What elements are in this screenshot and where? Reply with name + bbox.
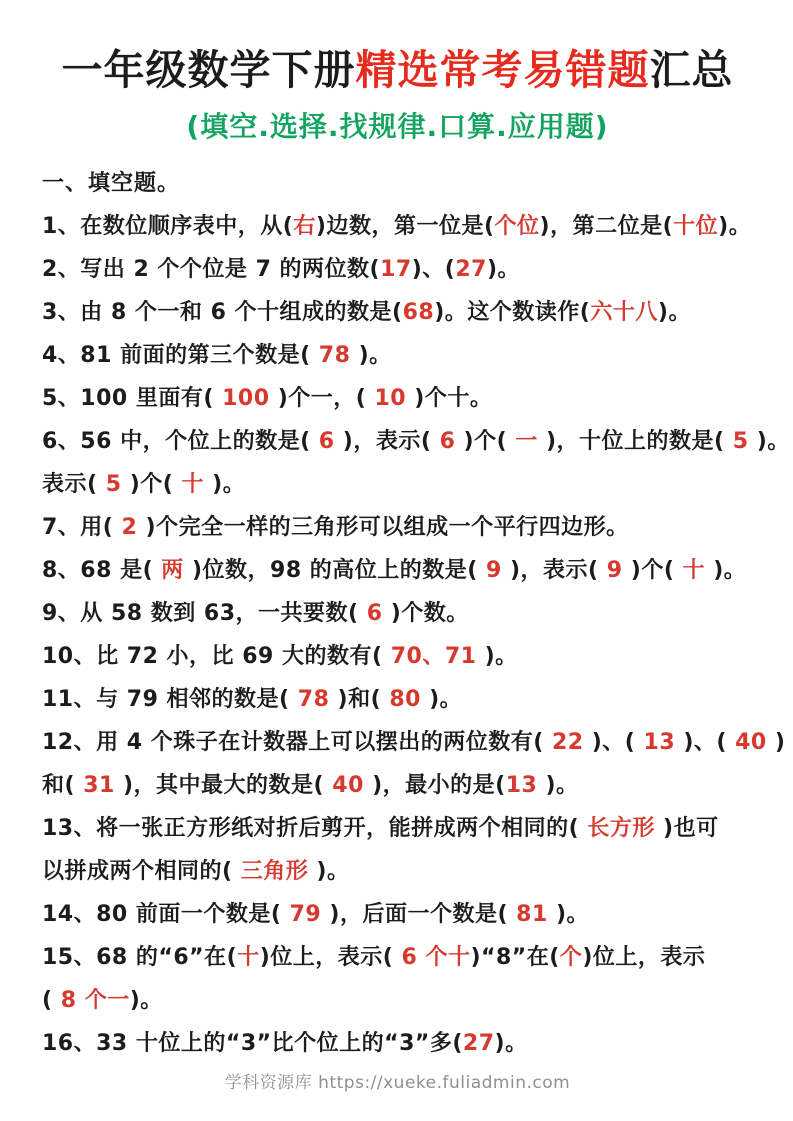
question-text: 13、将一张正方形纸对折后剪开，能拼成两个相同的( [42,816,588,841]
answer-text: 22 [551,730,584,755]
question-text: 1、在数位顺序表中，从( [42,214,294,239]
question-text: )、( [583,730,644,755]
question-line [42,807,753,850]
question-text: 10、比 72 小，比 69 大的数有( [42,644,391,669]
question-text: 8、68 是( [42,558,162,583]
question-text: )也可 [654,816,719,841]
answer-text: 78 [297,687,330,712]
question-text: )。 [308,859,350,884]
answer-text: 10 [374,386,407,411]
answer-text: 40 [735,730,767,755]
answer-text: 17 [380,257,412,282]
question-line [42,205,753,248]
answer-text: 十 [237,945,260,970]
page-subtitle: (填空.选择.找规律.口算.应用题) [186,110,609,143]
question-line [42,334,753,377]
question-text: )，表示( [342,429,432,454]
question-line [42,377,753,420]
question-text: )位上，表示( [259,945,394,970]
question-text: )、( [411,257,456,282]
question-text: 11、与 79 相邻的数是( [42,687,298,712]
question-text: 14、80 前面一个数是( [42,902,290,927]
answer-text: 40 [332,773,364,798]
question-text: ) [766,730,786,755]
question-text: )。 [204,472,246,497]
answer-text: 6 [358,601,391,626]
question-text: )。 [547,902,590,927]
question-text: )。 [420,687,463,712]
question-text: )，其中最大的数是( [114,773,333,798]
answer-text: 5 [97,472,130,497]
question-text: )，后面一个数是( [321,902,517,927]
question-line [42,248,753,291]
question-text: )和( [329,687,390,712]
question-text: )，最小的是( [363,773,506,798]
section-heading: 一、填空题。 [42,171,181,196]
question-line [42,291,753,334]
question-text: )。 [476,644,518,669]
question-text: )边数，第一位是( [315,214,495,239]
question-text: )、( [675,730,736,755]
question-text: 6、56 中，个位上的数是( [42,429,311,454]
question-text: )，表示( [510,558,599,583]
answer-text: 31 [83,773,115,798]
question-line [42,463,753,506]
question-text: 16、33 十位上的“3”比个位上的“3”多( [42,1031,463,1056]
question-text: )个( [630,558,683,583]
question-text: )个十。 [406,386,493,411]
question-text: )个完全一样的三角形可以组成一个平行四边形。 [145,515,629,540]
question-text: )。 [487,257,521,282]
question-line [42,936,753,979]
question-text: )，第二位是( [539,214,674,239]
answer-text: 70、71 [390,644,477,669]
answer-text: 13 [505,773,538,798]
title-part-black-2: 汇总 [649,46,734,94]
question-text: )，十位上的数是( [537,429,725,454]
answer-text: 两 [161,558,184,583]
answer-text: 9 [477,558,510,583]
question-text: )位数，98 的高位上的数是( [183,558,478,583]
answer-text: 78 [318,343,351,368]
answer-text: 5 [724,429,757,454]
answer-text: 十 [682,558,706,583]
answer-text: 十位 [673,214,719,239]
question-text: )“8”在( [470,945,560,970]
question-text: 以拼成两个相同的( [42,859,241,884]
question-text: 3、由 8 个一和 6 个十组成的数是( [42,300,403,325]
answer-text: 13 [643,730,676,755]
answer-text: 80 [389,687,421,712]
question-line [42,678,753,721]
question-line [42,893,753,936]
question-line [42,592,753,635]
answer-text: 个位 [494,214,540,239]
answer-text: 100 [222,386,270,411]
question-text: )。 [705,558,747,583]
question-text: 15、68 的“6”在( [42,945,238,970]
question-text: )。 [494,1031,528,1056]
question-text: 9、从 58 数到 63，一共要数( [42,601,359,626]
answer-text: 9 [598,558,631,583]
question-line [42,549,753,592]
question-text: ( [42,988,53,1013]
question-line [42,764,753,807]
question-line [42,635,753,678]
question-text: )个数。 [390,601,469,626]
answer-text: 2 [113,515,146,540]
question-text: )位上，表示 [582,945,706,970]
answer-text: 8 个一 [52,988,130,1013]
answer-text: 79 [289,902,322,927]
question-text: )个( [129,472,182,497]
answer-text: 27 [455,257,487,282]
answer-text: 个 [559,945,583,970]
title-part-red: 精选常考易错题 [355,46,650,94]
question-text: )。 [350,343,392,368]
question-text: 7、用( [42,515,114,540]
question-line [42,721,786,764]
question-text: )。 [537,773,579,798]
question-text: )。 [129,988,163,1013]
footer-watermark: 学科资源库 https://xueke.fuliadmin.com [224,1073,571,1093]
answer-text: 27 [462,1031,495,1056]
question-line [42,850,753,893]
question-text: )。 [718,214,752,239]
answer-text: 右 [293,214,316,239]
question-text: 12、用 4 个珠子在计数器上可以摆出的两位数有( [42,730,552,755]
question-content [42,162,790,1065]
question-text: 表示( [42,472,98,497]
answer-text: 一 [515,429,538,454]
question-line [42,420,790,463]
question-line [42,1022,753,1065]
question-text: 4、81 前面的第三个数是( [42,343,319,368]
question-text: )个( [463,429,516,454]
answer-text: 6 [310,429,343,454]
question-text: )。 [657,300,691,325]
question-list [42,205,790,1065]
question-text: 5、100 里面有( [42,386,223,411]
answer-text: 三角形 [240,859,309,884]
answer-text: 6 个十 [393,945,471,970]
answer-text: 6 [431,429,464,454]
question-text: )个一，( [269,386,375,411]
answer-text: 长方形 [587,816,655,841]
question-text: 2、写出 2 个个位是 7 的两位数( [42,257,381,282]
question-line [42,979,753,1022]
page-title [42,44,753,96]
question-text: )。 [756,429,790,454]
question-line [42,506,753,549]
answer-text: 六十八 [590,300,658,325]
answer-text: 十 [181,472,204,497]
title-part-black-1: 一年级数学下册 [61,46,356,94]
answer-text: 68 [402,300,435,325]
answer-text: 81 [516,902,548,927]
question-text: 和( [42,773,84,798]
question-text: )。这个数读作( [434,300,591,325]
